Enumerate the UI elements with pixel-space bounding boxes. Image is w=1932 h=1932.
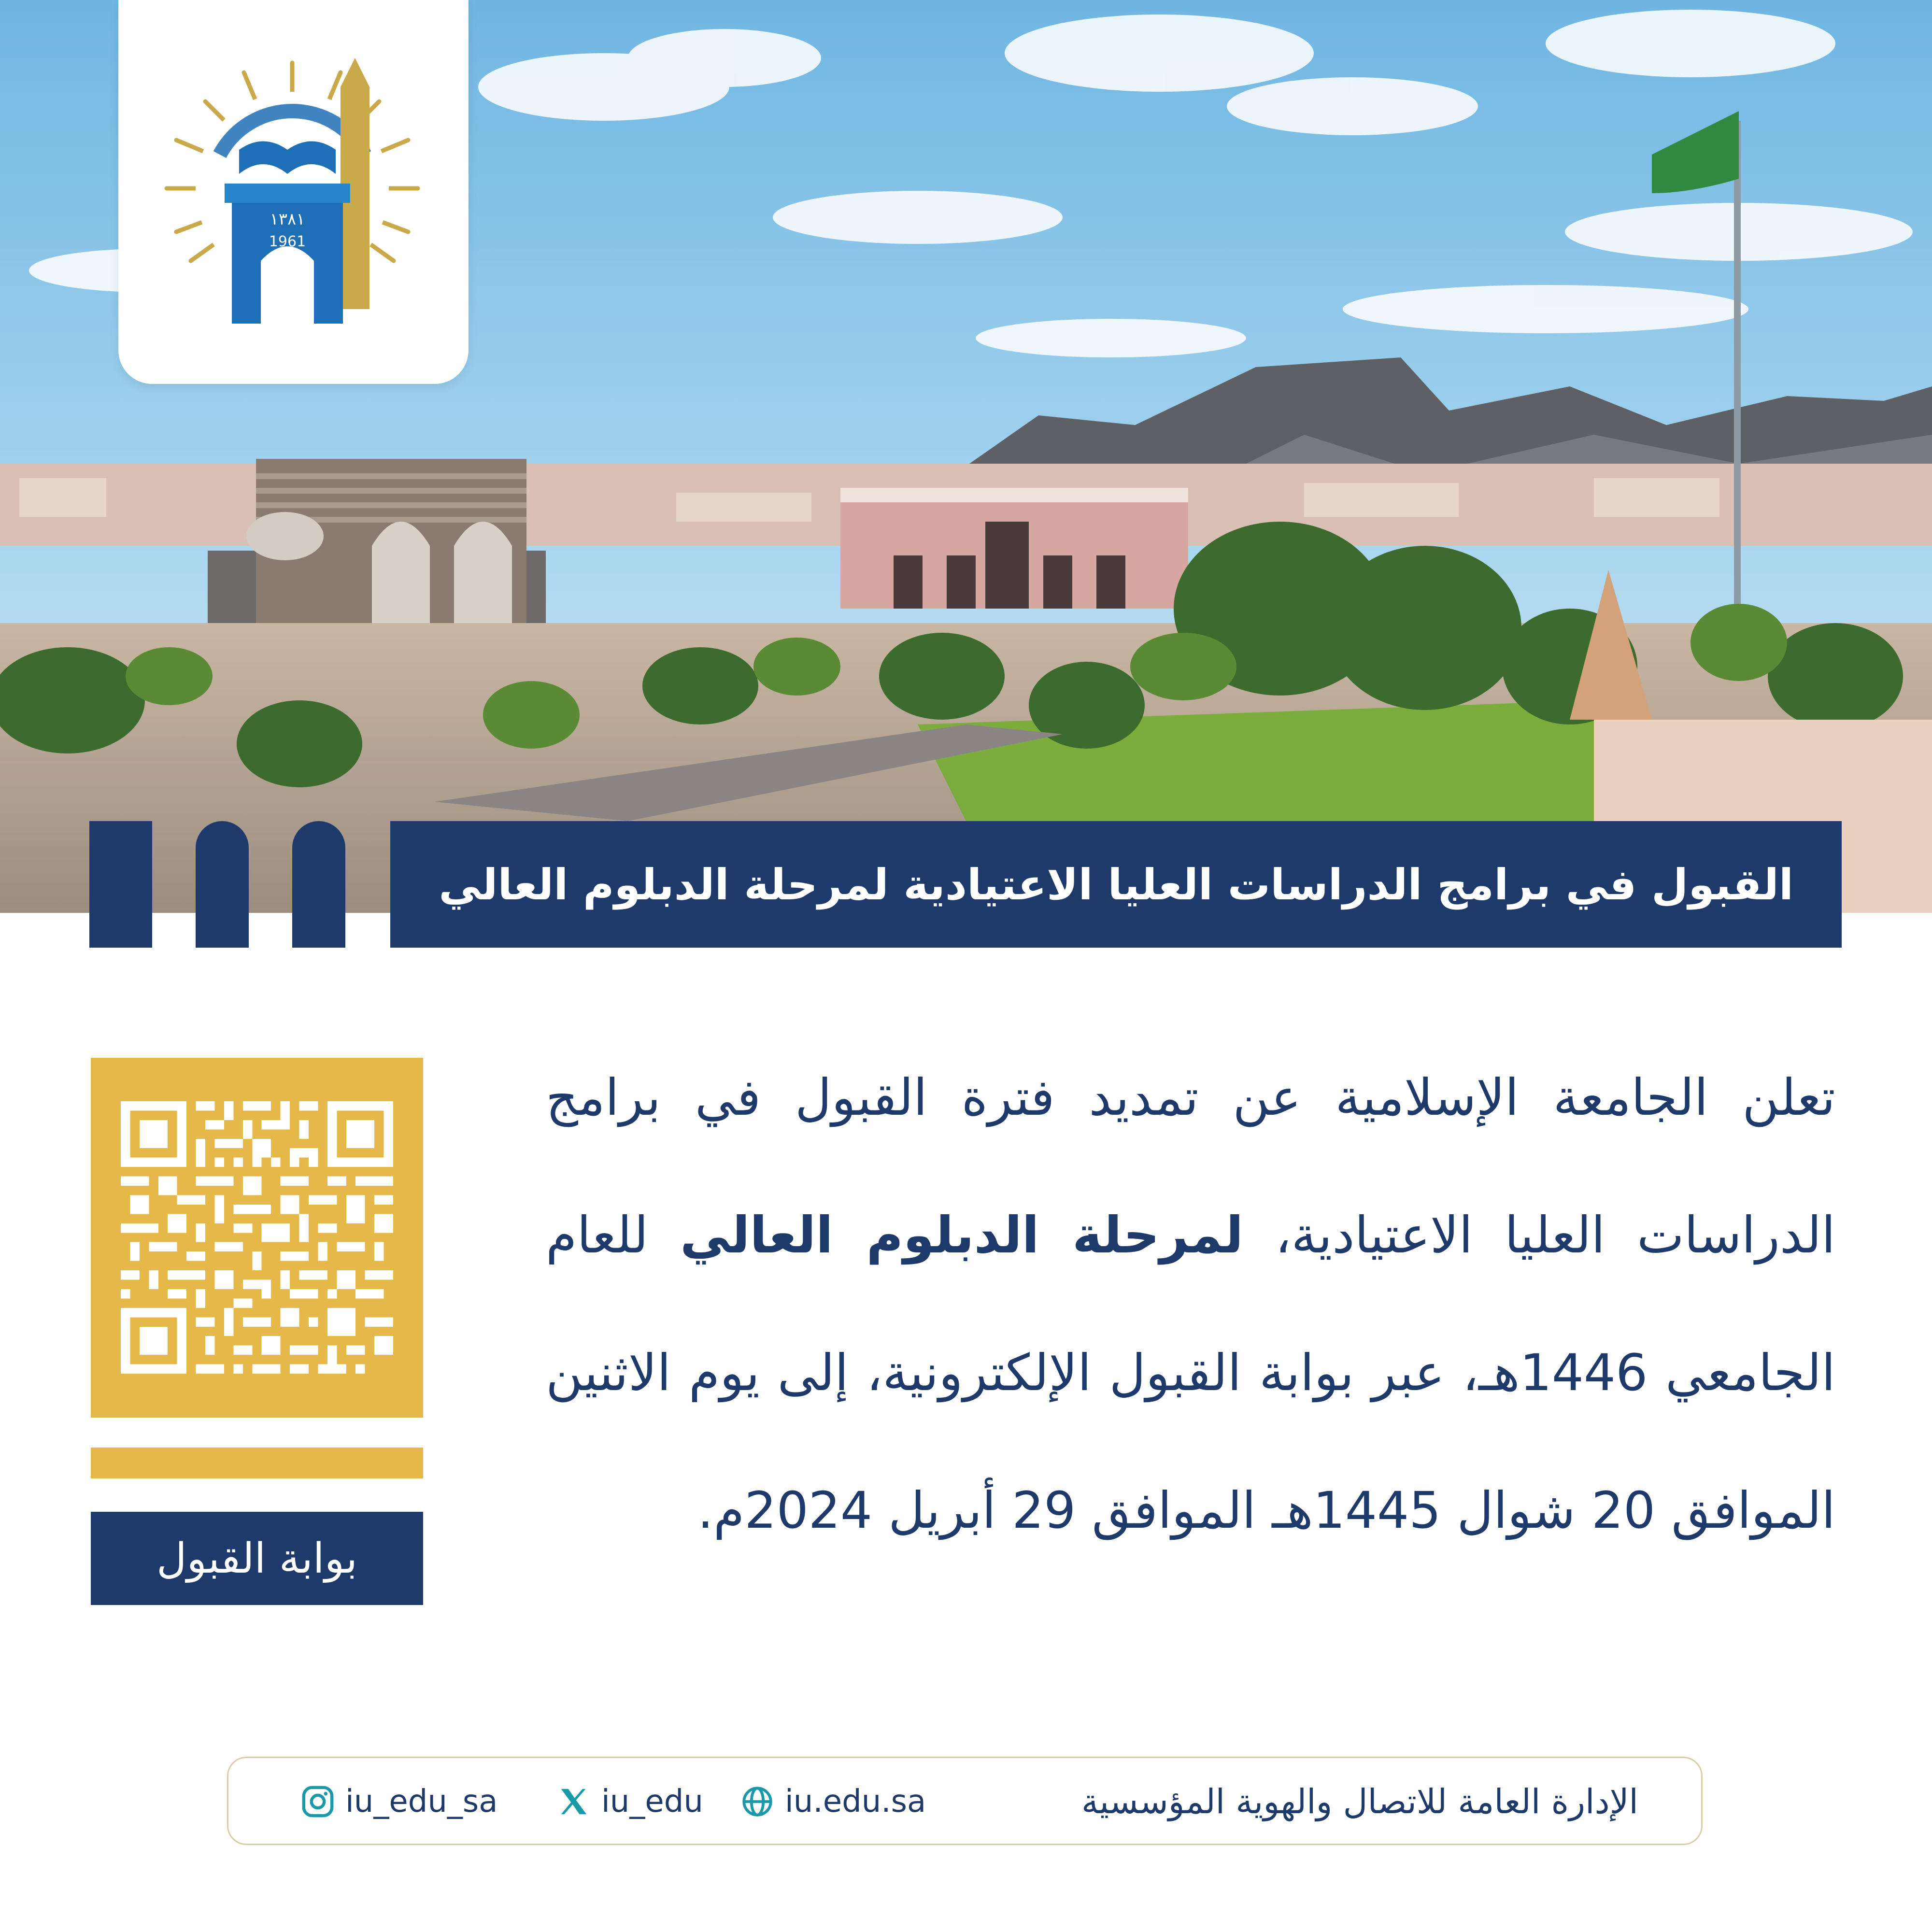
announcement-text [546,1029,1835,1579]
title-banner [390,821,1842,948]
university-emblem-icon [147,29,440,348]
qr-code-icon [121,1101,393,1374]
decorative-arch [196,821,249,948]
x-link[interactable] [557,1758,703,1845]
website-link[interactable] [740,1758,926,1845]
logo-year-gregorian: 1961 [269,233,306,250]
website-url: iu.edu.sa [785,1784,926,1819]
instagram-icon [301,1785,335,1818]
decorative-strip [91,1448,423,1478]
department-name: الإدارة العامة للاتصال والهوية المؤسسية [1081,1782,1638,1821]
decorative-bar [89,821,152,948]
announcement-line: الموافق 20 شوال 1445هـ الموافق 29 أبريل 2024م. [697,1481,1835,1540]
footer-contact-bar [227,1757,1703,1845]
announcement-line: الجامعي 1446هـ، عبر بوابة القبول الإلكترونية، إلى يوم الاثنين [546,1343,1835,1402]
qr-code-panel[interactable] [91,1058,423,1418]
instagram-handle: iu_edu_sa [345,1784,498,1819]
globe-icon [740,1785,774,1818]
announcement-fragment: الدراسات العليا الاعتيادية، [1243,1206,1835,1264]
decorative-arch [292,821,345,948]
announcement-line: تعلن الجامعة الإسلامية عن تمديد فترة القبول في برامج [546,1068,1835,1127]
x-icon [557,1785,591,1818]
instagram-link[interactable] [301,1758,497,1845]
university-logo-card [118,0,469,384]
admission-portal-button[interactable]: بوابة القبول [91,1512,423,1605]
logo-year-hijri: ١٣٨١ [270,210,305,229]
announcement-fragment: للعام [546,1206,681,1264]
announcement-line [546,1166,1835,1304]
x-handle: iu_edu [601,1784,703,1819]
announcement-highlight: لمرحلة الدبلوم العالي [680,1206,1244,1264]
page-title: القبول في برامج الدراسات العليا الاعتيادية لمرحلة الدبلوم العالي [439,859,1793,909]
